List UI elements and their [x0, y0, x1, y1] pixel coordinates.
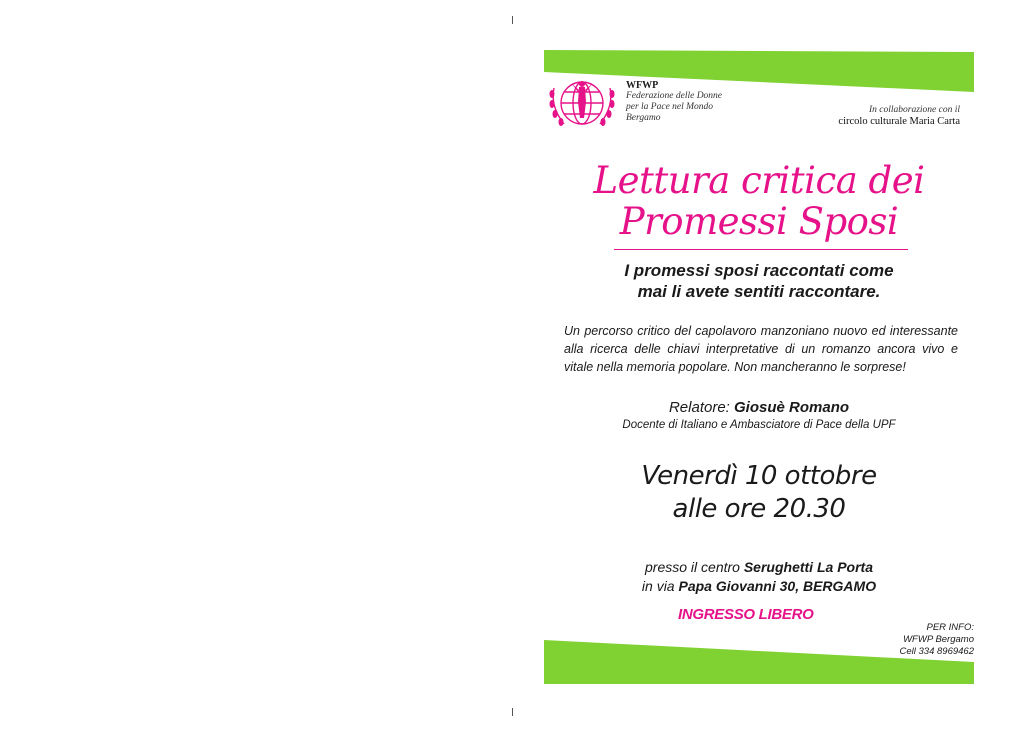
title-underline	[614, 249, 908, 250]
event-title	[544, 160, 974, 242]
event-venue	[544, 558, 974, 596]
event-subtitle	[544, 260, 974, 302]
flyer	[544, 46, 974, 686]
title-line-1: Lettura critica dei	[593, 159, 925, 202]
title-line-2: Promessi Sposi	[619, 200, 899, 243]
venue-place: Serughetti La Porta	[743, 559, 873, 575]
org-line-2: per la Pace nel Mondo	[626, 102, 714, 112]
date-line-1: Venerdì 10 ottobre	[641, 461, 877, 491]
subtitle-line-2: mai li avete sentiti raccontare.	[637, 282, 881, 301]
crop-mark-bottom	[512, 708, 513, 716]
venue-prefix-1: presso il centro	[645, 559, 744, 575]
org-line-3: Bergamo	[626, 113, 661, 123]
org-line-1: Federazione delle Donne	[626, 91, 723, 101]
subtitle-line-1: I promessi sposi raccontati come	[624, 261, 894, 280]
venue-address: Papa Giovanni 30, BERGAMO	[678, 578, 877, 594]
info-line-2: WFWP Bergamo	[903, 634, 974, 645]
date-line-2: alle ore 20.30	[672, 494, 846, 524]
speaker-block	[544, 398, 974, 433]
org-name: WFWP	[626, 80, 659, 91]
organization-block	[626, 80, 722, 124]
admission-note: INGRESSO LIBERO	[678, 606, 814, 623]
info-line-1: PER INFO:	[926, 622, 974, 633]
info-line-3: Cell 334 8969462	[899, 646, 974, 657]
collaboration-note	[838, 104, 960, 128]
speaker-name: Giosuè Romano	[734, 399, 850, 416]
speaker-label: Relatore:	[668, 399, 735, 416]
crop-mark-top	[512, 16, 513, 24]
collab-line-2: circolo culturale Maria Carta	[838, 116, 960, 127]
bottom-green-band	[544, 640, 974, 686]
event-date	[544, 460, 974, 526]
globe-figure-laurel-logo	[546, 74, 618, 134]
speaker-role: Docente di Italiano e Ambasciatore di Pace della UPF	[622, 419, 896, 431]
event-description: Un percorso critico del capolavoro manzoniano nuovo ed interessante alla ricerca delle chiavi interpretative di un romanzo ancora vivo e vitale nella memoria popolare. Non mancheranno le sorprese!	[564, 324, 958, 374]
venue-prefix-2: in via	[641, 578, 679, 594]
collab-line-1: In collaborazione con il	[868, 105, 960, 115]
